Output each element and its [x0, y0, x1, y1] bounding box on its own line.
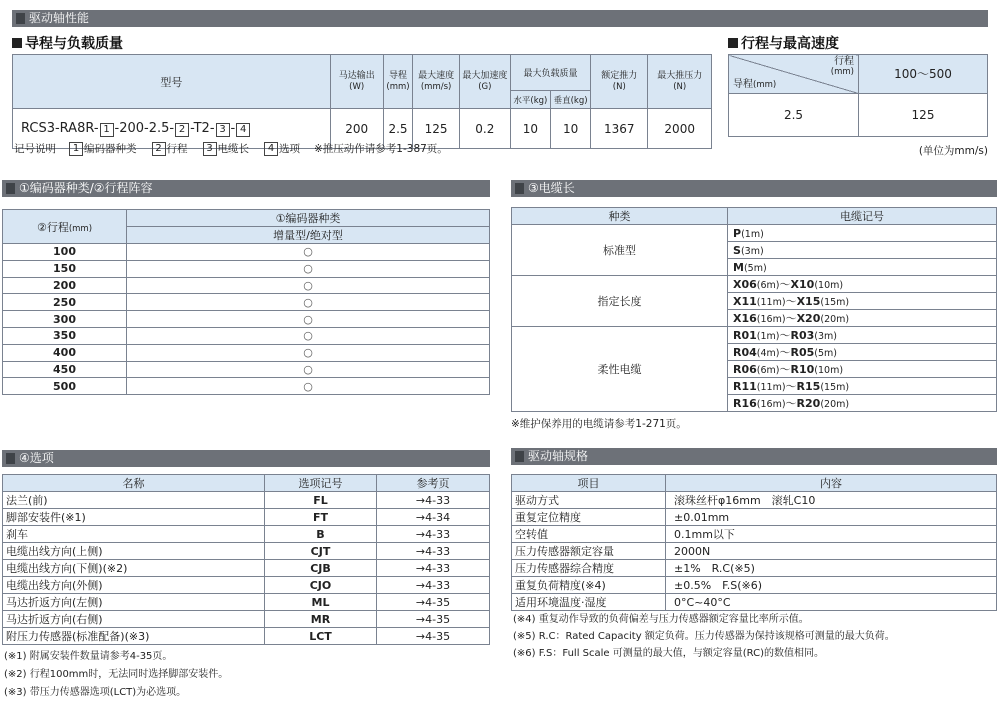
spec-row: [512, 577, 997, 594]
header-encoder-type: 增量型/绝对型: [127, 227, 490, 244]
option-page: →4-35: [377, 594, 490, 611]
bar-square-icon: [515, 451, 524, 462]
option-row: [3, 526, 490, 543]
bar-square-icon: [16, 13, 25, 24]
option-name: 马达折返方向(右侧): [3, 611, 265, 628]
option-code: LCT: [265, 628, 377, 645]
header-rated-thrust: 额定推力 (N): [591, 55, 648, 109]
header-stroke: ②行程(mm): [3, 210, 127, 244]
option-row: [3, 543, 490, 560]
option-row: [3, 560, 490, 577]
encoder-table: [2, 209, 490, 395]
encoder-row: [3, 277, 490, 294]
spec-row: [512, 509, 997, 526]
specs-notes: [513, 611, 895, 662]
option-page: →4-33: [377, 577, 490, 594]
option-row: [3, 628, 490, 645]
option-row: [3, 509, 490, 526]
options-table: [2, 474, 490, 645]
option-code: MR: [265, 611, 377, 628]
spec-item: 重复负荷精度(※4): [512, 577, 666, 594]
options-notes: [4, 648, 228, 702]
spec-item: 压力传感器综合精度: [512, 560, 666, 577]
stroke-value: 250: [3, 294, 127, 311]
stroke-value: 150: [3, 260, 127, 277]
spec-row: [512, 492, 997, 509]
stroke-value: 100: [3, 244, 127, 261]
header-spec-value: 内容: [666, 475, 997, 492]
spec-value: ±0.01mm: [666, 509, 997, 526]
header-max-load: 最大负载质量: [510, 55, 590, 91]
cable-row: [512, 327, 997, 344]
option-code: FT: [265, 509, 377, 526]
encoder-row: [3, 344, 490, 361]
header-option-page: 参考页: [377, 475, 490, 492]
encoder-row: [3, 378, 490, 395]
cable-code: M(5m): [728, 259, 997, 276]
speed-lead-value: 2.5: [729, 93, 859, 136]
value-horizontal: 10: [510, 109, 550, 149]
stroke-value: 300: [3, 311, 127, 328]
cable-code: X11(11m)～X15(15m): [728, 293, 997, 310]
spec-value: ±1% R.C(※5): [666, 560, 997, 577]
speed-range: 100～500: [859, 55, 988, 94]
spec-value: 0.1mm以下: [666, 526, 997, 543]
encoder-row: [3, 294, 490, 311]
stroke-value: 200: [3, 277, 127, 294]
encoder-row: [3, 260, 490, 277]
specs-table: [511, 474, 997, 611]
value-lead: 2.5: [383, 109, 413, 149]
section-bar-specs: 驱动轴规格: [511, 448, 997, 465]
header-cable-type: 种类: [512, 208, 728, 225]
header-motor: 马达输出 (W): [330, 55, 383, 109]
option-name: 法兰(前): [3, 492, 265, 509]
model-cell: RCS3-RA8R- 1 -200-2.5- 2 -T2- 3 - 4: [13, 109, 331, 149]
available-mark: ○: [127, 244, 490, 261]
cable-code: R16(16m)～R20(20m): [728, 395, 997, 412]
available-mark: ○: [127, 378, 490, 395]
spec-row: [512, 560, 997, 577]
spec-value: ±0.5% F.S(※6): [666, 577, 997, 594]
spec-value: 滚珠丝杆φ16mm 滚轧C10: [666, 492, 997, 509]
option-name: 电缆出线方向(上侧): [3, 543, 265, 560]
cable-code: S(3m): [728, 242, 997, 259]
option-code: CJO: [265, 577, 377, 594]
options-note-2: (※2) 行程100mm时，无法同时选择脚部安装件。: [4, 669, 229, 680]
option-page: →4-33: [377, 543, 490, 560]
options-note-1: (※1) 附属安装件数量请参考4-35页。: [4, 651, 173, 662]
header-cable-code: 电缆记号: [728, 208, 997, 225]
option-page: →4-35: [377, 611, 490, 628]
option-name: 马达折返方向(左侧): [3, 594, 265, 611]
square-bullet-icon: [728, 38, 738, 48]
cable-code: R11(11m)～R15(15m): [728, 378, 997, 395]
header-max-push: 最大推压力 (N): [648, 55, 712, 109]
specs-note-6: (※6) F.S：Full Scale 可测量的最大值，与额定容量(RC)的数值相同。: [513, 648, 824, 659]
section-bar-options: ④选项: [2, 450, 490, 467]
cable-note: ※维护保养用的电缆请参考1-271页。: [511, 418, 687, 430]
lead-table: [12, 54, 712, 149]
spec-item: 压力传感器额定容量: [512, 543, 666, 560]
option-name: 刹车: [3, 526, 265, 543]
option-name: 脚部安装件(※1): [3, 509, 265, 526]
encoder-row: [3, 244, 490, 261]
value-motor: 200: [330, 109, 383, 149]
spec-item: 适用环境温度·湿度: [512, 594, 666, 611]
option-row: [3, 492, 490, 509]
cable-code: X06(6m)～X10(10m): [728, 276, 997, 293]
available-mark: ○: [127, 260, 490, 277]
cable-code: R06(6m)～R10(10m): [728, 361, 997, 378]
stroke-value: 350: [3, 327, 127, 344]
header-option-code: 选项记号: [265, 475, 377, 492]
spec-item: 空转值: [512, 526, 666, 543]
cable-type: 柔性电缆: [512, 327, 728, 412]
lead-heading: 导程与负载质量: [12, 33, 123, 53]
spec-item: 重复定位精度: [512, 509, 666, 526]
header-vertical: 垂直(kg): [550, 91, 590, 109]
square-bullet-icon: [12, 38, 22, 48]
available-mark: ○: [127, 294, 490, 311]
cable-type: 标准型: [512, 225, 728, 276]
section-bar-encoder: ①编码器种类/②行程阵容: [2, 180, 490, 197]
value-speed: 125: [413, 109, 460, 149]
option-page: →4-34: [377, 509, 490, 526]
option-code: ML: [265, 594, 377, 611]
cable-type: 指定长度: [512, 276, 728, 327]
available-mark: ○: [127, 311, 490, 328]
header-model: 型号: [13, 55, 331, 109]
speed-heading: 行程与最高速度: [728, 33, 839, 53]
value-accel: 0.2: [459, 109, 510, 149]
bar-square-icon: [6, 453, 15, 464]
option-row: [3, 577, 490, 594]
option-row: [3, 611, 490, 628]
option-page: →4-33: [377, 492, 490, 509]
stroke-value: 450: [3, 361, 127, 378]
encoder-row: [3, 361, 490, 378]
speed-table: [728, 54, 988, 137]
spec-row: [512, 543, 997, 560]
header-horizontal: 水平(kg): [510, 91, 550, 109]
spec-value: 2000N: [666, 543, 997, 560]
cable-row: [512, 225, 997, 242]
section-bar-performance: [12, 10, 988, 27]
available-mark: ○: [127, 344, 490, 361]
unit-note: (单位为mm/s): [918, 145, 988, 157]
option-code: B: [265, 526, 377, 543]
header-option-name: 名称: [3, 475, 265, 492]
section-title: 驱动轴性能: [29, 11, 90, 25]
available-mark: ○: [127, 327, 490, 344]
available-mark: ○: [127, 277, 490, 294]
stroke-value: 400: [3, 344, 127, 361]
header-lead: 导程 (mm): [383, 55, 413, 109]
speed-value: 125: [859, 93, 988, 136]
option-code: CJB: [265, 560, 377, 577]
option-name: 附压力传感器(标准配备)(※3): [3, 628, 265, 645]
value-push: 2000: [648, 109, 712, 149]
available-mark: ○: [127, 361, 490, 378]
options-note-3: (※3) 带压力传感器选项(LCT)为必选项。: [4, 687, 187, 698]
specs-note-4: (※4) 重复动作导致的负荷偏差与压力传感器额定容量比率所示值。: [513, 614, 809, 625]
option-page: →4-35: [377, 628, 490, 645]
option-code: FL: [265, 492, 377, 509]
encoder-row: [3, 327, 490, 344]
specs-note-5: (※5) R.C：Rated Capacity 额定负荷。压力传感器为保持该规格可测量的最大负荷。: [513, 631, 895, 642]
bar-square-icon: [515, 183, 524, 194]
option-name: 电缆出线方向(下侧)(※2): [3, 560, 265, 577]
cable-code: X16(16m)～X20(20m): [728, 310, 997, 327]
option-row: [3, 594, 490, 611]
section-bar-cable: ③电缆长: [511, 180, 997, 197]
option-page: →4-33: [377, 526, 490, 543]
cable-code: R04(4m)～R05(5m): [728, 344, 997, 361]
option-code: CJT: [265, 543, 377, 560]
encoder-row: [3, 311, 490, 328]
header-max-accel: 最大加速度 (G): [459, 55, 510, 109]
spec-row: [512, 594, 997, 611]
spec-row: [512, 526, 997, 543]
option-page: →4-33: [377, 560, 490, 577]
spec-value: 0°C~40°C: [666, 594, 997, 611]
cable-table: [511, 207, 997, 412]
legend: 记号说明 1 编码器种类 2 行程 3 电缆长 4 选项 ※推压动作请参考1-387页。: [14, 142, 448, 155]
cable-row: [512, 276, 997, 293]
bar-square-icon: [6, 183, 15, 194]
value-thrust: 1367: [591, 109, 648, 149]
option-name: 电缆出线方向(外侧): [3, 577, 265, 594]
stroke-value: 500: [3, 378, 127, 395]
header-max-speed: 最大速度 (mm/s): [413, 55, 460, 109]
header-spec-item: 项目: [512, 475, 666, 492]
cable-code: P(1m): [728, 225, 997, 242]
cable-code: R01(1m)～R03(3m): [728, 327, 997, 344]
spec-item: 驱动方式: [512, 492, 666, 509]
speed-diagonal-header: 行程 (mm) 导程(mm): [729, 55, 859, 94]
header-encoder: ①编码器种类: [127, 210, 490, 227]
value-vertical: 10: [550, 109, 590, 149]
